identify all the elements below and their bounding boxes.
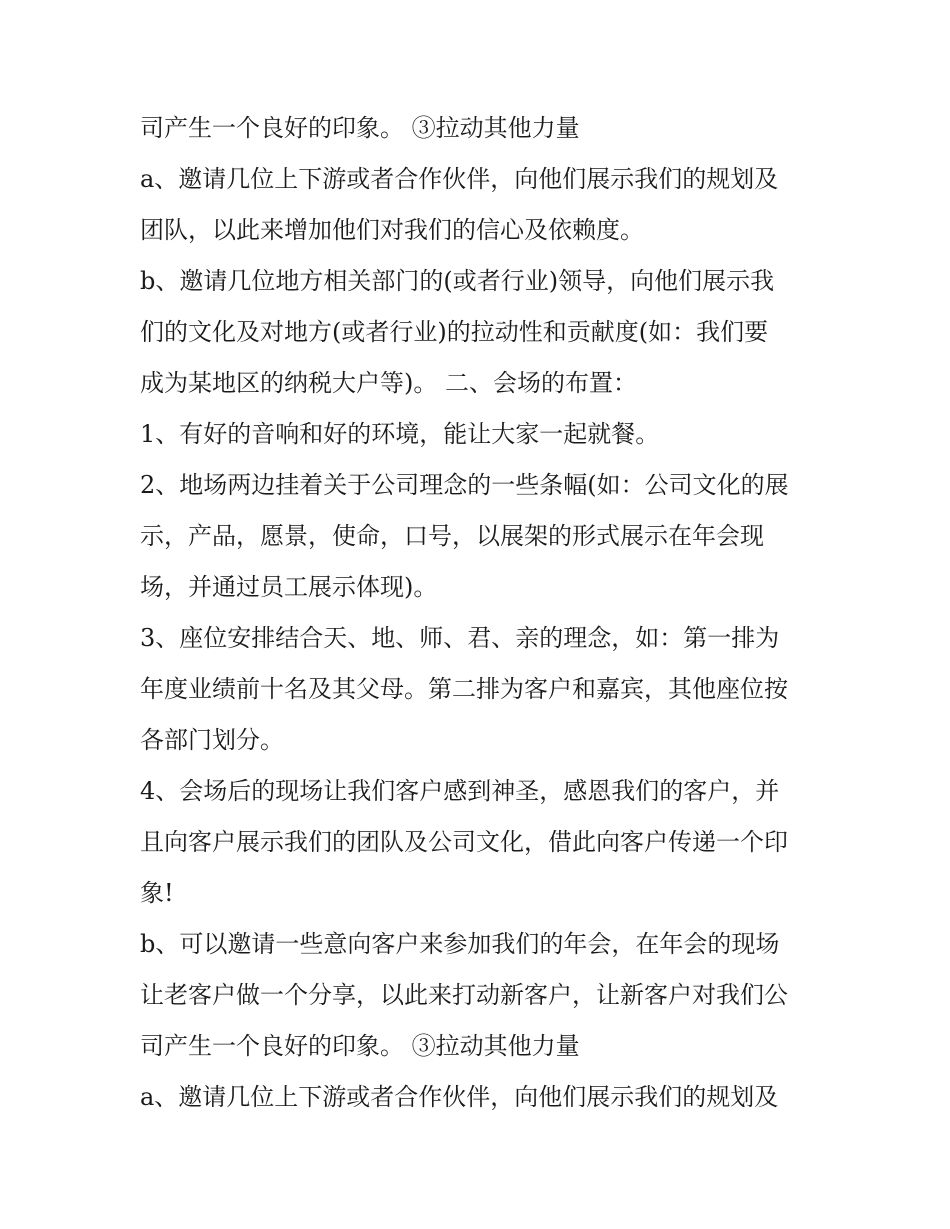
text-line: b、可以邀请一些意向客户来参加我们的年会，在年会的现场 [140, 930, 780, 958]
text-line: 示，产品，愿景，使命，口号，以展架的形式展示在年会现 [140, 522, 764, 550]
text-line: b、邀请几位地方相关部门的(或者行业)领导，向他们展示我 [140, 267, 775, 295]
text-line: 让老客户做一个分享，以此来打动新客户，让新客户对我们公 [140, 981, 788, 1009]
text-line: 2、地场两边挂着关于公司理念的一些条幅(如：公司文化的展 [140, 471, 789, 499]
text-line: a、邀请几位上下游或者合作伙伴，向他们展示我们的规划及 [140, 1083, 779, 1111]
text-line: 1、有好的音响和好的环境，能让大家一起就餐。 [140, 420, 660, 448]
text-line: 团队，以此来增加他们对我们的信心及依赖度。 [140, 216, 644, 244]
text-line: a、邀请几位上下游或者合作伙伴，向他们展示我们的规划及 [140, 165, 779, 193]
text-line: 司产生一个良好的印象。 ③拉动其他力量 [140, 1032, 580, 1060]
text-line: 们的文化及对地方(或者行业)的拉动性和贡献度(如：我们要 [140, 318, 769, 346]
text-line: 场，并通过员工展示体现)。 [140, 573, 438, 601]
text-line: 年度业绩前十名及其父母。第二排为客户和嘉宾，其他座位按 [140, 675, 788, 703]
text-line: 司产生一个良好的印象。 ③拉动其他力量 [140, 114, 580, 142]
text-line: 且向客户展示我们的团队及公司文化，借此向客户传递一个印 [140, 828, 788, 856]
text-line: 4、会场后的现场让我们客户感到神圣，感恩我们的客户，并 [140, 777, 780, 805]
text-line: 成为某地区的纳税大户等)。 二、会场的布置： [140, 369, 637, 397]
text-line: 各部门划分。 [140, 726, 284, 754]
text-line: 3、座位安排结合天、地、师、君、亲的理念，如：第一排为 [140, 624, 780, 652]
text-line: 象! [140, 879, 174, 907]
document-body [140, 103, 820, 1123]
